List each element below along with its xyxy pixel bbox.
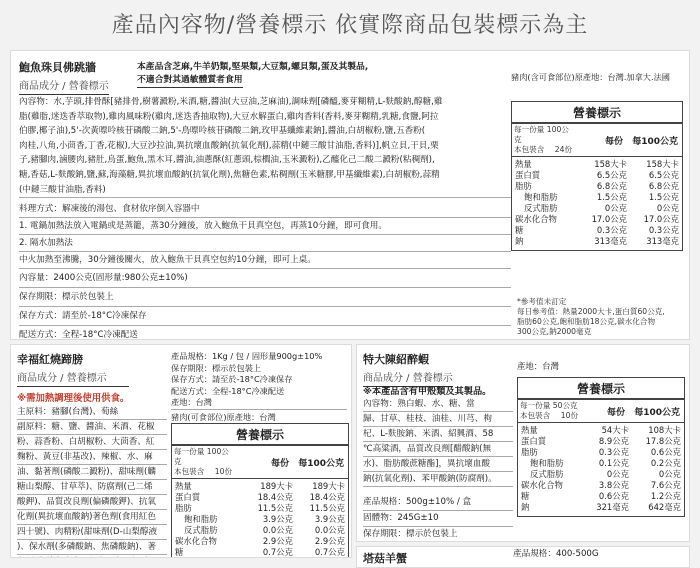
note-line: *參考值未訂定 (517, 297, 567, 306)
nutrient-label: 糖 (175, 547, 184, 557)
nutrition-row (521, 502, 684, 513)
nutrient-per-100g: 158大卡 (646, 159, 679, 169)
nutrient-per-100g: 0.2公克 (650, 458, 681, 468)
serving-header (518, 400, 684, 423)
nutrition-row (521, 447, 684, 458)
nutrient-per-serving: 0公克 (606, 469, 629, 479)
product-name: 鮑魚珠貝佛跳牆 (19, 61, 96, 74)
nutrient-per-100g: 0.6公克 (650, 447, 681, 457)
ingredient-line: 麴粉、黃豆(非基改)、辣椒、水、麻 (17, 450, 167, 465)
spec-line: 配送方式：全程-18°C冷凍配送 (171, 385, 285, 396)
product-card-drunken-shrimp (356, 344, 690, 542)
nutrition-rows (172, 479, 348, 558)
allergen-warning (137, 61, 427, 88)
nutrient-per-serving: 6.5公克 (596, 170, 627, 180)
serving-size: 100公克 (174, 447, 229, 466)
nutrient-label: 鈉 (521, 502, 530, 512)
nutrient-per-100g: 6.8公克 (648, 181, 679, 191)
nutrient-per-serving: 18.4公克 (257, 492, 293, 502)
product-subtitle: 商品成分 / 營養標示 (17, 369, 129, 387)
nutrition-row (175, 492, 348, 503)
nutrient-per-100g: 1.2公克 (650, 491, 681, 501)
nutrition-row (515, 236, 682, 247)
spec-line: 產品規格：1Kg / 包 / 固形量900g±10% (171, 351, 323, 361)
ingredient-line: 油、黏著劑(磷酸二澱粉)、甜味劑(麟 (17, 465, 167, 480)
nutrient-per-100g: 17.8公克 (645, 436, 681, 446)
method-line: 1. 電鍋加熱法放入電鍋或是蒸籠，蒸30分鐘後，放入鮑魚干貝真空包，再蒸10分鐘，即可食用。 (19, 218, 511, 235)
ingredients-block (363, 397, 513, 542)
nutrient-per-serving: 17.0公克 (591, 214, 627, 224)
ingredient-line: 化劑(異抗壞血酸鈉)著色劑(食用紅色 (17, 510, 167, 525)
nutrient-per-serving: 3.9公克 (262, 514, 293, 524)
nutrient-per-100g: 642毫克 (648, 502, 681, 512)
servings: 10份 (560, 411, 579, 420)
method-line: 料理方式：解凍後的湯包、食材依序倒入容器中 (19, 201, 511, 218)
ingredient-line: (中鏈三酸甘油脂,香料) (19, 183, 511, 199)
col-serving: 每份 (605, 136, 624, 147)
page-header (0, 0, 700, 46)
nutrient-per-100g: 3.9公克 (314, 514, 345, 524)
nutrient-label: 反式脂肪 (530, 469, 564, 479)
nutrition-row (175, 514, 348, 525)
nutrient-per-100g: 18.4公克 (309, 492, 345, 502)
nutrition-title: 營養標示 (518, 378, 684, 400)
nutrient-per-serving: 0.3公克 (598, 447, 629, 457)
ingredient-line: 水)、脂肪酸蔗糖酯]，異抗壞血酸 (363, 457, 513, 472)
nutrition-table (171, 423, 349, 558)
nutrient-per-serving: 0.3公克 (596, 225, 627, 235)
product-name-block (19, 59, 109, 95)
col-serving: 每份 (271, 458, 290, 469)
allergen-line: 本產品含芝麻,牛羊奶類,堅果類,大豆類,螺貝類,蛋及其製品, (137, 62, 369, 72)
nutrient-per-serving: 54大卡 (601, 425, 629, 435)
nutrient-per-serving: 3.8公克 (598, 480, 629, 490)
nutrient-per-100g: 313毫克 (646, 236, 679, 246)
nutrient-label: 熱量 (175, 481, 192, 491)
serving-size-label: 每一份量 (174, 447, 205, 456)
product-subtitle: 商品成分 / 營養標示 (19, 77, 109, 95)
ingredient-line: 脂(雞脂,迷迭香萃取物),雞肉風味粉(雞肉,迷迭香抽取物),大豆水解蛋白,雞肉香料(香料,麥芽糊精,乳糖,食鹽,阿拉 (19, 111, 439, 122)
nutrient-per-serving: 0.1公克 (598, 458, 629, 468)
nutrient-per-100g: 0.0公克 (314, 525, 345, 535)
nutrient-label: 脂肪 (175, 503, 192, 513)
ingredient-line: 伯膠,椰子油),5'-次黃嘌呤核苷磷酸二鈉,5'-鳥嘌呤核苷磷酸二鈉,玫甲基纖維素鈉],醬油,白胡椒粉,鹽,五香粉( (19, 126, 426, 137)
ingredient-line (17, 555, 167, 558)
nutrition-rows (512, 157, 682, 250)
nutrition-row (515, 214, 682, 225)
nutrient-label: 熱量 (521, 425, 538, 435)
servings-label: 本包裝含 (520, 411, 551, 420)
nutrient-per-100g: 189大卡 (312, 481, 345, 491)
shelf-life: 保存期限：標示於包裝上 (19, 288, 511, 307)
ingredient-line: 鈉(抗氧化劑)、苯甲酸鈉(防腐劑)。 (363, 472, 513, 487)
col-serving: 每份 (607, 407, 626, 418)
servings-label: 本包裝含 (514, 145, 545, 154)
product-name: 幸福紅燒蹄膀 (17, 353, 83, 366)
note-line: 300公克,鈉2000毫克 (517, 327, 592, 336)
nutrient-per-100g: 0公克 (658, 469, 681, 479)
content-amount: 內容量：2400公克(固形量:980公克±10%) (19, 269, 511, 288)
servings: 10份 (214, 467, 233, 476)
spec-line: 豬肉(可食部位)原產地：台灣 (171, 410, 347, 426)
nutrition-row (175, 536, 348, 547)
ingredients-block (19, 95, 511, 340)
nutrition-row (175, 481, 348, 492)
nutrient-label: 蛋白質 (175, 492, 201, 502)
nutrition-row (521, 458, 684, 469)
col-100g: 每100公克 (634, 407, 680, 418)
ingredients-block (17, 405, 167, 558)
product-card-braised-pork-knuckle (10, 344, 352, 558)
spec-line: 產品規格：500g±10% / 盒 (363, 495, 513, 511)
page-title: 產品內容物/營養標示 依實際商品包裝標示為主 (111, 12, 589, 38)
ingredient-line: 四十號)、肉精粉(甜味劑(D-山梨醇液 (17, 525, 167, 540)
method-line: 2. 隔水加熱法 (19, 235, 511, 252)
delivery-method: 配送方式：全程-18°C冷凍配送 (19, 330, 138, 340)
product-name-block (363, 351, 453, 387)
nutrition-title: 營養標示 (172, 424, 348, 446)
nutrient-per-100g: 2.9公克 (314, 536, 345, 546)
ingredient-line: 肉桂,八角,小茴香,丁香,花椒),大豆沙拉油,異抗壞血酸鈉(抗氧化劑),蒜精(中鏈三酸甘油脂,香料)],帆立貝,干貝,栗 (19, 140, 439, 151)
nutrient-label: 飽和脂肪 (530, 458, 564, 468)
nutrient-label: 飽和脂肪 (184, 514, 218, 524)
nutrient-per-serving: 0.6公克 (598, 491, 629, 501)
servings: 24份 (554, 145, 573, 154)
nutrition-row (515, 192, 682, 203)
nutrition-row (521, 480, 684, 491)
method-line: 中火加熱至沸騰，30分鐘後關火，放入鮑魚干貝真空包約10分鐘，即可上桌。 (19, 252, 511, 269)
spec-line: 固體物：245G±10 (363, 511, 513, 527)
nutrient-label: 糖 (515, 225, 524, 235)
nutrient-per-serving: 1.5公克 (596, 192, 627, 202)
nutrition-row (515, 203, 682, 214)
product-card-buddha-jumps-wall (10, 50, 690, 340)
spec-block (171, 351, 347, 426)
spec-line: 保存方式：請至於-18°C冷凍保存 (171, 374, 293, 384)
nutrient-per-serving: 189大卡 (260, 481, 293, 491)
nutrition-row (175, 525, 348, 536)
spec-line: 產地：台灣 (171, 397, 347, 410)
nutrient-label: 反式脂肪 (184, 525, 218, 535)
nutrient-label: 碳水化合物 (175, 536, 217, 546)
product-name: 特大陳紹醉蝦 (363, 353, 429, 366)
ingredient-line: 內容物：水,芋頭,排骨酥[豬排骨,樹薯澱粉,米酒,糖,醬油(大豆油,芝麻油),調味劑[磷醯,麥芽糊精,L-麩酸鈉,醇糖,雞 (19, 97, 443, 107)
ingredient-line: 酸鉀)、品質改良劑(偏磷酸鉀)、抗氧 (17, 495, 167, 510)
nutrient-per-100g: 17.0公克 (643, 214, 679, 224)
nutrient-per-serving: 2.9公克 (262, 536, 293, 546)
nutrient-label: 飽和脂肪 (524, 192, 558, 202)
nutrient-per-100g: 1.5公克 (648, 192, 679, 202)
product-card-mushroom-crab (356, 546, 690, 568)
allergen-line: 不適合對其過敏體質者食用 (137, 74, 243, 88)
origin-text: 豬肉(含可食部位)原產地：台灣.加拿大.法國 (511, 72, 670, 82)
nutrition-row (521, 425, 684, 436)
nutrient-per-100g: 108大卡 (648, 425, 681, 435)
nutrient-label: 糖 (521, 491, 530, 501)
product-name: 塔菇羊蟹 (363, 552, 407, 565)
nutrition-table (511, 101, 683, 251)
storage-method: 保存方式：請至於-18°C冷凍保存 (19, 307, 511, 326)
ingredient-line: 內容物：熟白蝦、水、糖、當 (363, 397, 513, 412)
nutrient-label: 反式脂肪 (524, 203, 558, 213)
nutrient-label: 碳水化合物 (515, 214, 557, 224)
nutrition-row (175, 547, 348, 558)
nutrient-per-100g: 6.5公克 (648, 170, 679, 180)
nutrient-per-100g: 11.5公克 (309, 503, 345, 513)
nutrient-per-serving: 321毫克 (596, 502, 629, 512)
ingredient-line: 糖山梨醇、甘草萃)、防腐劑(己二烯 (17, 480, 167, 495)
nutrition-row (521, 469, 684, 480)
nutrient-per-serving: 11.5公克 (257, 503, 293, 513)
nutrient-per-100g: 0公克 (656, 203, 679, 213)
spec-line: 保存期限：標示於包裝上 (171, 362, 262, 373)
ingredient-line: ℃高粱酒，品質改良劑[醋酸鈉(無 (363, 442, 513, 457)
nutrition-row (515, 159, 682, 170)
note-line: 每日參考值：熱量2000大卡,蛋白質60公克, (517, 307, 665, 316)
ingredient-line: 子,豬腳肉,滷腰肉,豬肚,烏蛋,鮑魚,黑木耳,醬油,油蔥酥(紅蔥頭,棕櫚油,玉米澱粉),乙醯化己二酸二澱粉(粘稠劑), (19, 155, 435, 166)
serving-size-label: 每一份量 (520, 401, 551, 410)
spec-block (363, 495, 513, 542)
serving-header (512, 124, 682, 157)
serving-size: 50公克 (552, 401, 578, 410)
nutrient-label: 脂肪 (515, 181, 532, 191)
nutrient-per-100g: 0.7公克 (314, 547, 345, 557)
nutrition-note (517, 297, 687, 337)
origin-text: 產地：台灣 (517, 361, 559, 371)
ingredient-line: 歸、甘草、桂枝、油桂、川芎、枸 (363, 412, 513, 427)
ingredient-line: 主原料：豬腳(台灣)、萄絲 (17, 405, 167, 420)
nutrient-per-serving: 313毫克 (594, 236, 627, 246)
nutrient-per-100g: 7.6公克 (650, 480, 681, 490)
servings-label: 本包裝含 (174, 467, 205, 476)
serving-size-label: 每一份量 (514, 125, 545, 134)
nutrient-label: 碳水化合物 (521, 480, 563, 490)
nutrient-label: 蛋白質 (515, 170, 541, 180)
nutrition-title: 營養標示 (512, 102, 682, 124)
nutrition-row (515, 170, 682, 181)
method-block (19, 201, 511, 340)
nutrient-label: 脂肪 (521, 447, 538, 457)
nutrient-label: 熱量 (515, 159, 532, 169)
nutrition-table (517, 377, 685, 517)
nutrient-per-serving: 8.9公克 (598, 436, 629, 446)
nutrition-row (521, 491, 684, 502)
nutrient-per-serving: 0公克 (604, 203, 627, 213)
product-name-block (17, 351, 129, 404)
spec-line: 保存期限：標示於包裝上 (363, 527, 513, 542)
allergen-warning: ※本產品含有甲殼類及其製品。 (363, 386, 492, 397)
col-100g: 每100公克 (298, 458, 344, 469)
nutrient-label: 蛋白質 (521, 436, 547, 446)
nutrient-per-100g: 0.3公克 (648, 225, 679, 235)
note-line: 脂肪60公克,飽和脂肪18公克,碳水化合物 (517, 317, 656, 326)
ingredient-line: 杞、L-麩胺鈉、米酒、紹興酒、58 (363, 427, 513, 442)
nutrition-rows (518, 423, 684, 516)
ingredient-line: 副原料：糖、鹽、醬油、米酒、花椒 (17, 420, 167, 435)
ingredient-line: 粉、蒜香粉、白胡椒粉、大茴香、紅 (17, 435, 167, 450)
serving-size: 100公克 (514, 125, 569, 144)
ingredient-line: )、保水劑(多磷酸鈉、焦磷酸鈉)、著 (17, 540, 167, 555)
nutrition-row (515, 225, 682, 236)
nutrition-row (515, 181, 682, 192)
nutrient-per-serving: 0.7公克 (262, 547, 293, 557)
product-subtitle: 商品成分 / 營養標示 (363, 369, 453, 387)
spec-line: 產品規格：400-500G (513, 549, 599, 559)
nutrition-row (521, 436, 684, 447)
nutrition-row (175, 503, 348, 514)
nutrient-label: 鈉 (515, 236, 524, 246)
ingredient-line: 糖,香菇,L-麩酸鈉,鹽,蘇,海藻糖,異抗壞血酸鈉(抗氧化劑),焦糖色素,粘稠劑(玉米糖膠,甲基纖維素),白胡椒粉,蒜精 (19, 169, 440, 180)
nutrient-per-serving: 0.0公克 (262, 525, 293, 535)
nutrient-per-serving: 6.8公克 (596, 181, 627, 191)
nutrient-per-serving: 158大卡 (594, 159, 627, 169)
heating-warning: ※需加熱調理後使用供食。 (17, 393, 130, 404)
col-100g: 每100公克 (632, 136, 678, 147)
serving-header (172, 446, 348, 479)
